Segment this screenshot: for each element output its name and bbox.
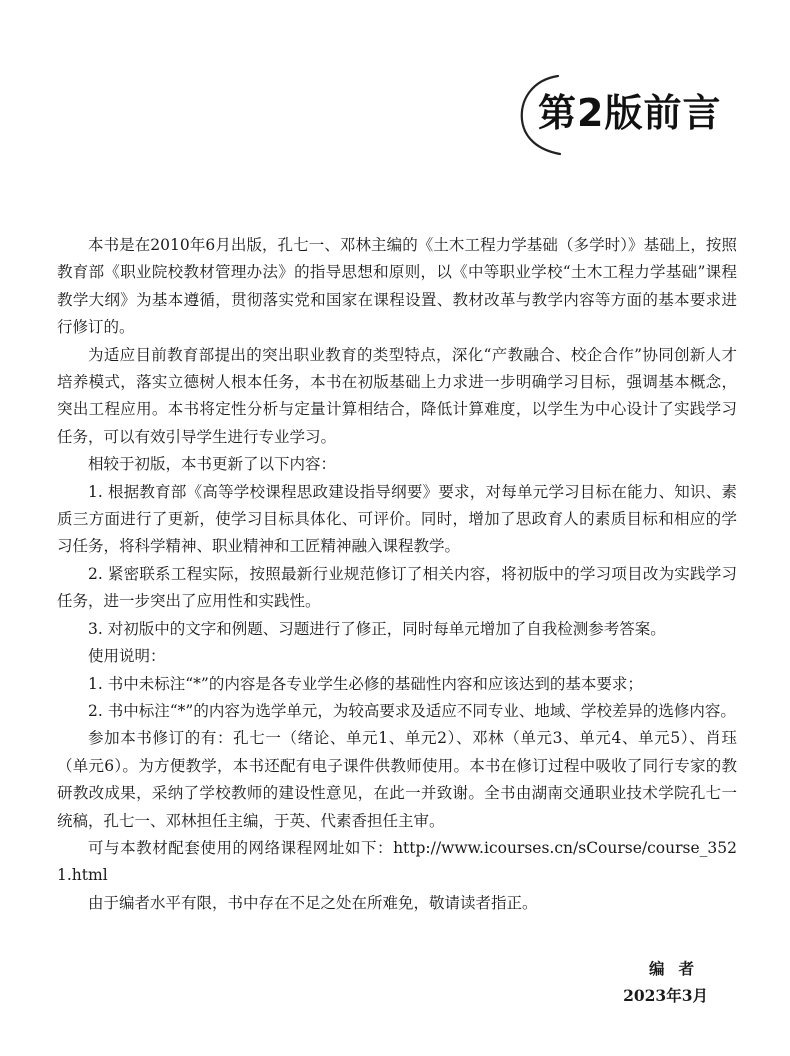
page-title: 第2版前言 — [538, 91, 722, 135]
paragraph-3: 相较于初版，本书更新了以下内容： — [88, 455, 337, 474]
paragraph-12: 由于编者水平有限，书中存在不足之处在所难免，敬请读者指正。 — [88, 893, 538, 912]
signature-block — [623, 955, 708, 1009]
paragraph-6: 3. 对初版中的文字和例题、习题进行了修正，同时每单元增加了自我检测参考答案。 — [88, 619, 666, 638]
paragraph-8: 1. 书中未标注“*”的内容是各专业学生必修的基础性内容和应该达到的基本要求； — [88, 674, 643, 693]
signature-date: 2023年3月 — [623, 986, 708, 1005]
title-block — [512, 70, 757, 160]
paragraph-11: 可与本教材配套使用的网络课程网址如下：http://www.icourses.cn/sCourse/course_3521.html — [57, 838, 737, 885]
paragraph-4: 1. 根据教育部《高等学校课程思政建设指导纲要》要求，对每单元学习目标在能力、知识、素质三方面进行了更新，使学习目标具体化、可评价。同时，增加了思政育人的素质目标和相应的学习任务，将科学精神、职业精神和工匠精神融入课程教学。 — [57, 482, 737, 556]
paragraph-2: 为适应目前教育部提出的突出职业教育的类型特点，深化“产教融合、校企合作”协同创新人才培养模式，落实立德树人根本任务，本书在初版基础上力求进一步明确学习目标，强调基本概念，突出工程应用。本书将定性分析与定量计算相结合，降低计算难度，以学生为中心设计了实践学习任务，可以有效引导学生进行专业学习。 — [57, 345, 737, 446]
paragraph-10: 参加本书修订的有：孔七一（绪论、单元1、单元2）、邓林（单元3、单元4、单元5）、肖珏（单元6）。为方便教学，本书还配有电子课件供教师使用。本书在修订过程中吸收了同行专家的教研教改成果，采纳了学校教师的建设性意见，在此一并致谢。全书由湖南交通职业技术学院孔七一统稿，孔七一、邓林担任主编，于英、代素香担任主审。 — [57, 729, 737, 830]
signature-author: 编者 — [648, 959, 708, 978]
paragraph-1: 本书是在2010年6月出版，孔七一、邓林主编的《土木工程力学基础（多学时）》基础上，按照教育部《职业院校教材管理办法》的指导思想和原则，以《中等职业学校“土木工程力学基础”课程教学大纲》为基本遵循，贯彻落实党和国家在课程设置、教材改革与教学内容等方面的基本要求进行修订的。 — [57, 236, 737, 337]
paragraph-9: 2. 书中标注“*”的内容为选学单元，为较高要求及适应不同专业、地域、学校差异的选修内容。 — [88, 701, 736, 720]
preface-body — [57, 232, 737, 917]
paragraph-5: 2. 紧密联系工程实际，按照最新行业规范修订了相关内容，将初版中的学习项目改为实践学习任务，进一步突出了应用性和实践性。 — [57, 564, 737, 611]
paragraph-7: 使用说明： — [88, 647, 166, 666]
